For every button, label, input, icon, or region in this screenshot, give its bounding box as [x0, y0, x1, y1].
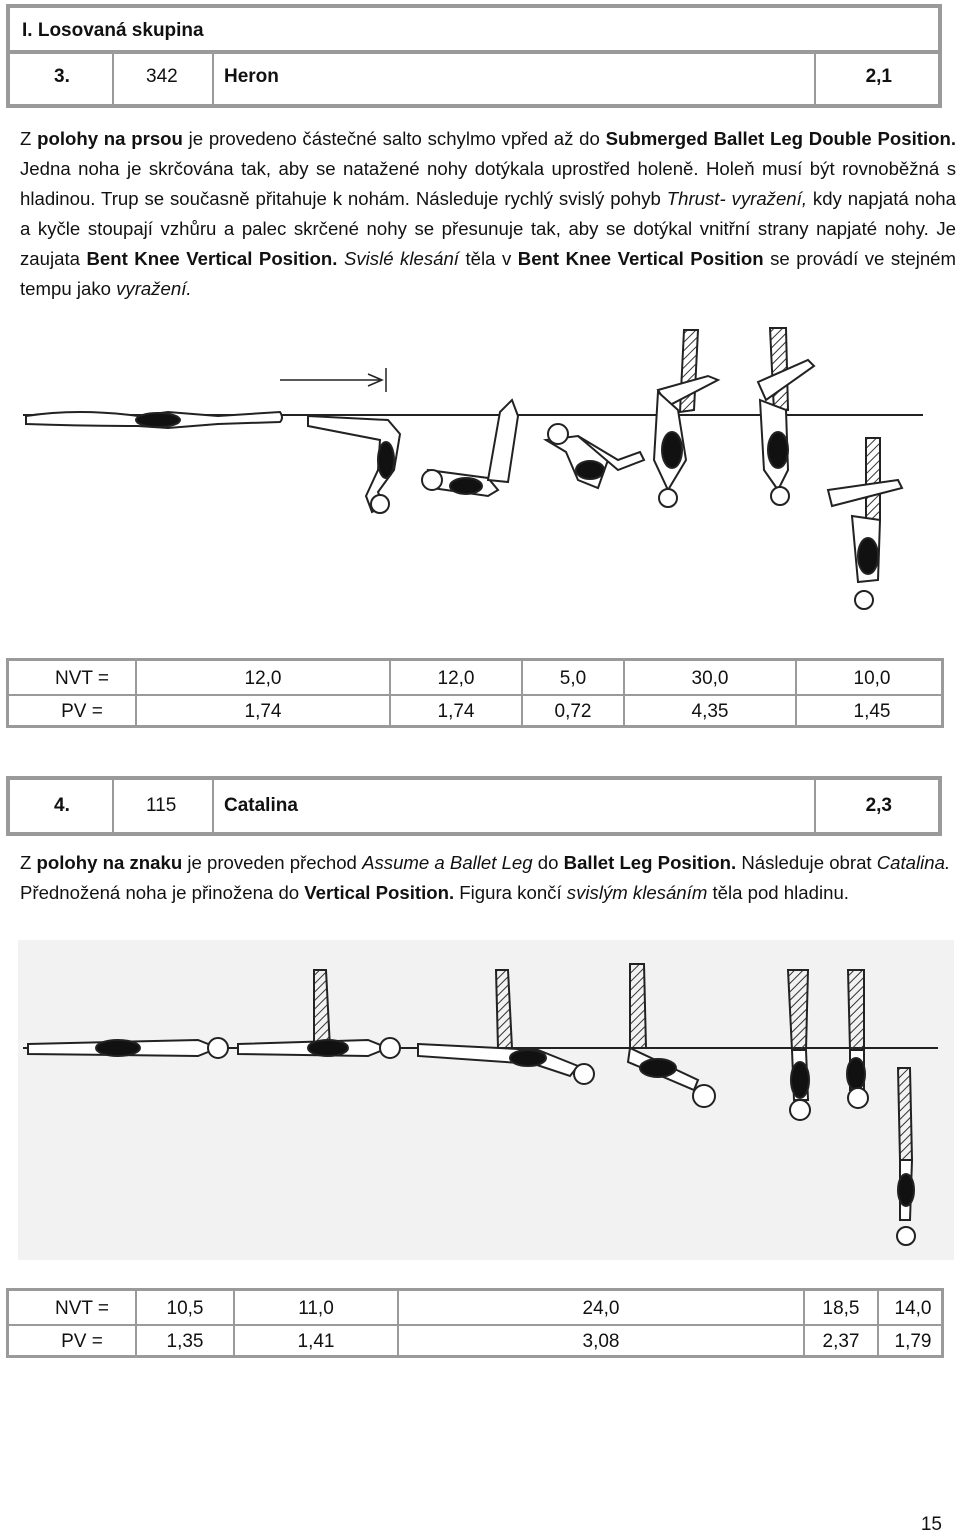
figure-description	[20, 124, 956, 304]
pv-label: PV =	[61, 1331, 103, 1352]
section-header-title: I. Losovaná skupina	[22, 20, 204, 41]
nvt-value: 10,0	[853, 668, 891, 689]
description-segment: polohy na znaku	[36, 852, 183, 873]
figure-title-row	[6, 50, 942, 108]
description-segment: Thrust- vyražení,	[666, 188, 807, 209]
pv-value: 1,45	[853, 701, 891, 722]
description-segment: Bent Knee Vertical Position.	[86, 248, 338, 269]
description-segment: Svislé klesání	[343, 248, 459, 269]
pv-value: 1,74	[244, 701, 282, 722]
description-segment: Submerged Ballet Leg Double Position.	[605, 128, 957, 149]
figure-difficulty: 2,1	[865, 66, 892, 87]
pv-value: 1,35	[166, 1331, 204, 1352]
pv-value: 3,08	[582, 1331, 620, 1352]
description-segment: Catalina.	[876, 852, 951, 873]
description-segment: těla pod hladinu.	[707, 882, 849, 903]
figure-illustration	[18, 320, 938, 630]
description-segment: Z	[20, 852, 37, 873]
table-row	[9, 1293, 941, 1325]
description-segment: svislým klesáním	[566, 882, 708, 903]
figure-number: 4.	[54, 795, 70, 816]
table-row	[9, 1326, 941, 1358]
nvt-value: 14,0	[894, 1298, 932, 1319]
description-segment: je proveden přechod	[182, 852, 363, 873]
pv-value: 1,41	[297, 1331, 335, 1352]
description-segment: vyražení.	[116, 278, 192, 299]
figure-name: Heron	[224, 66, 279, 87]
figure-title-row	[6, 776, 942, 836]
nvt-value: 18,5	[822, 1298, 860, 1319]
figure-illustration	[18, 940, 954, 1260]
description-segment: Následuje obrat	[736, 852, 877, 873]
figure-code: 342	[146, 66, 178, 87]
pv-value: 2,37	[822, 1331, 860, 1352]
section-header	[6, 4, 942, 54]
pv-value: 1,79	[894, 1331, 932, 1352]
description-segment: do	[532, 852, 564, 873]
figure-description	[20, 848, 956, 908]
table-row	[9, 663, 941, 695]
figure-difficulty: 2,3	[865, 795, 892, 816]
description-segment: těla v	[458, 248, 518, 269]
description-segment: Jedna noha je skrčována tak, aby se natažené nohy dotýkala uprostřed holeně. Holeň musí být rovnoběžná s hladinou. Trup se současně přitahuje k nohám. Následuje rychlý svislý pohyb	[20, 158, 956, 209]
nvt-label: NVT =	[54, 668, 110, 689]
description-segment: Ballet Leg Position.	[563, 852, 737, 873]
description-segment: Figura končí	[454, 882, 567, 903]
nvt-value: 12,0	[244, 668, 282, 689]
page-number: 15	[920, 1514, 942, 1535]
nvt-value: 24,0	[582, 1298, 620, 1319]
pv-value: 1,74	[437, 701, 475, 722]
description-segment: Z	[20, 128, 38, 149]
description-segment: Vertical Position.	[304, 882, 455, 903]
nvt-value: 5,0	[559, 668, 587, 689]
pv-label: PV =	[61, 701, 103, 722]
description-segment: Bent Knee Vertical Position	[517, 248, 764, 269]
nvt-value: 10,5	[166, 1298, 204, 1319]
score-table	[6, 658, 944, 728]
table-row	[9, 696, 941, 728]
score-table	[6, 1288, 944, 1358]
nvt-value: 12,0	[437, 668, 475, 689]
nvt-value: 30,0	[691, 668, 729, 689]
pv-value: 4,35	[691, 701, 729, 722]
nvt-label: NVT =	[54, 1298, 110, 1319]
nvt-value: 11,0	[298, 1298, 334, 1319]
description-segment: je provedeno částečné salto schylmo vpřed až do	[182, 128, 606, 149]
figure-code: 115	[146, 795, 177, 816]
pv-value: 0,72	[554, 701, 592, 722]
description-segment: se provádí ve stejném tempu jako	[20, 248, 956, 299]
description-segment: kdy napjatá noha a kyčle stoupají vzhůru a palec skrčené nohy se přesunuje tak, aby se dotýkal vnitřní strany napjaté nohy. Je zaujata	[20, 188, 956, 269]
description-segment: polohy na prsou	[37, 128, 183, 149]
figure-number: 3.	[54, 66, 70, 87]
figure-name: Catalina	[224, 795, 298, 816]
description-segment: Přednožená noha je přinožena do	[20, 882, 305, 903]
description-segment: Assume a Ballet Leg	[362, 852, 533, 873]
